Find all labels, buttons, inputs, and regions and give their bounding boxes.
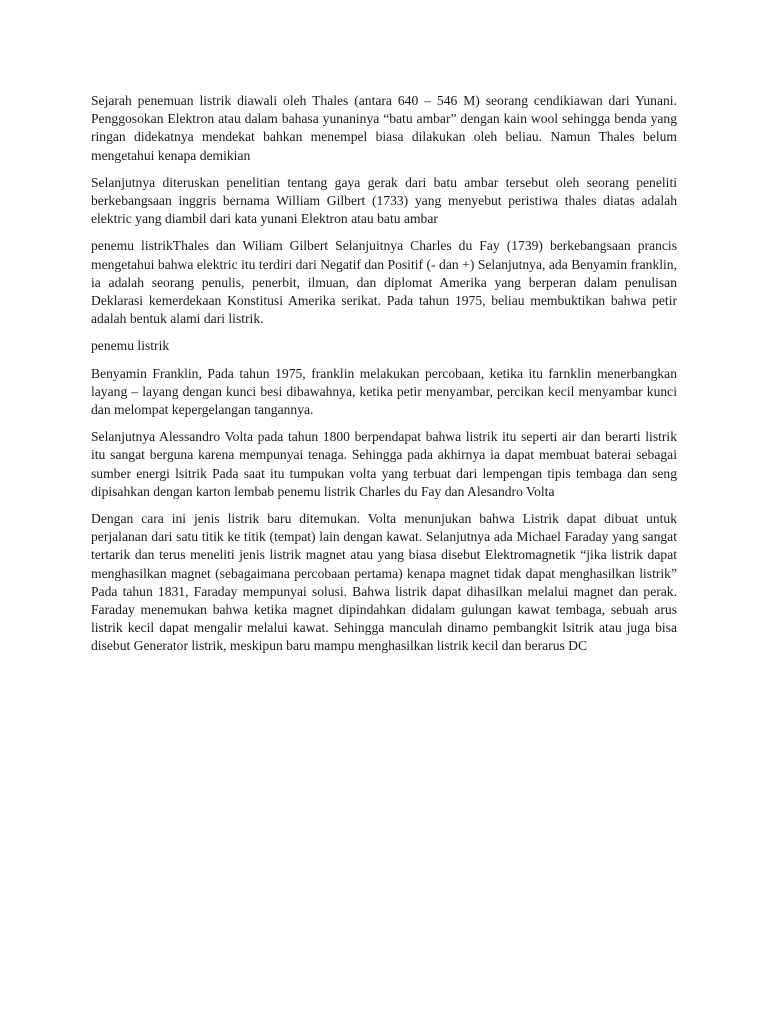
paragraph-thales: Sejarah penemuan listrik diawali oleh Thales (antara 640 – 546 M) seorang cendikiawan dari Yunani. Penggosokan Elektron atau dalam bahasa yunaninya “batu ambar” dengan kain wool sehingga benda yang ringan didekatnya mendekat bahkan menempel biasa dilakukan oleh beliau. Namun Thales belum mengetahui kenapa demikian — [91, 93, 677, 163]
paragraph-faraday: Dengan cara ini jenis listrik baru ditemukan. Volta menunjukan bahwa Listrik dapat dibuat untuk perjalanan dari satu titik ke titik (tempat) lain dengan kawat. Selanjutnya ada Michael Faraday yang sangat tertarik dan terus meneliti jenis listrik magnet atau yang biasa disebut Elektromagnetik “jika listrik dapat menghasilkan magnet (sebagaimana percobaan pertama) kenapa magnet tidak dapat menghasilkan listrik” Pada tahun 1831, Faraday mempunyai solusi. Bahwa listrik dapat dihasilkan melalui magnet dan perak. Faraday menemukan bahwa ketika magnet dipindahkan didalam gulungan kawat tembaga, sebuah arus listrik kecil dapat mengalir melalui kawat. Sehingga manculah dinamo pembangkit lsitrik atau juga bisa disebut Generator listrik, meskipun baru mampu menghasilkan listrik kecil dan berarus DC — [91, 511, 677, 654]
document-page — [91, 92, 677, 665]
paragraph-franklin-experiment: Benyamin Franklin, Pada tahun 1975, franklin melakukan percobaan, ketika itu farnklin menerbangkan layang – layang dengan kunci besi dibawahnya, ketika petir menyambar, percikan kecil menyambar kunci dan melompat kepergelangan tangannya. — [91, 365, 677, 418]
paragraph-volta: Selanjutnya Alessandro Volta pada tahun 1800 berpendapat bahwa listrik itu seperti air dan berarti listrik itu sangat berguna karena mempunyai tenaga. Sehingga pada akhirnya ia dapat membuat baterai sebagai sumber energi lsitrik Pada saat itu tumpukan volta yang terbuat dari lempengan tipis tembaga dan seng dipisahkan dengan karton lembab penemu listrik Charles du Fay dan Alesandro Volta — [91, 429, 677, 499]
paragraph-heading-penemu-listrik: penemu listrik — [91, 338, 170, 354]
paragraph-gilbert: Selanjutnya diteruskan penelitian tentang gaya gerak dari batu ambar tersebut oleh seorang peneliti berkebangsaan inggris bernama William Gilbert (1733) yang menyebut peristiwa thales diatas adalah elektric yang diambil dari kata yunani Elektron atau batu ambar — [91, 174, 677, 227]
paragraph-du-fay-franklin: penemu listrikThales dan Wiliam Gilbert Selanjuitnya Charles du Fay (1739) berkebangsaan prancis mengetahui bahwa elektric itu terdiri dari Negatif dan Positif (- dan +) Selanjutnya, ada Benyamin franklin, ia adalah seorang penulis, penerbit, ilmuan, dan diplomat Amerika yang berperan dalam penulisan Deklarasi kemerdekaan Konstitusi Amerika serikat. Pada tahun 1975, beliau membuktikan bahwa petir adalah bentuk alami dari listrik. — [91, 238, 677, 327]
